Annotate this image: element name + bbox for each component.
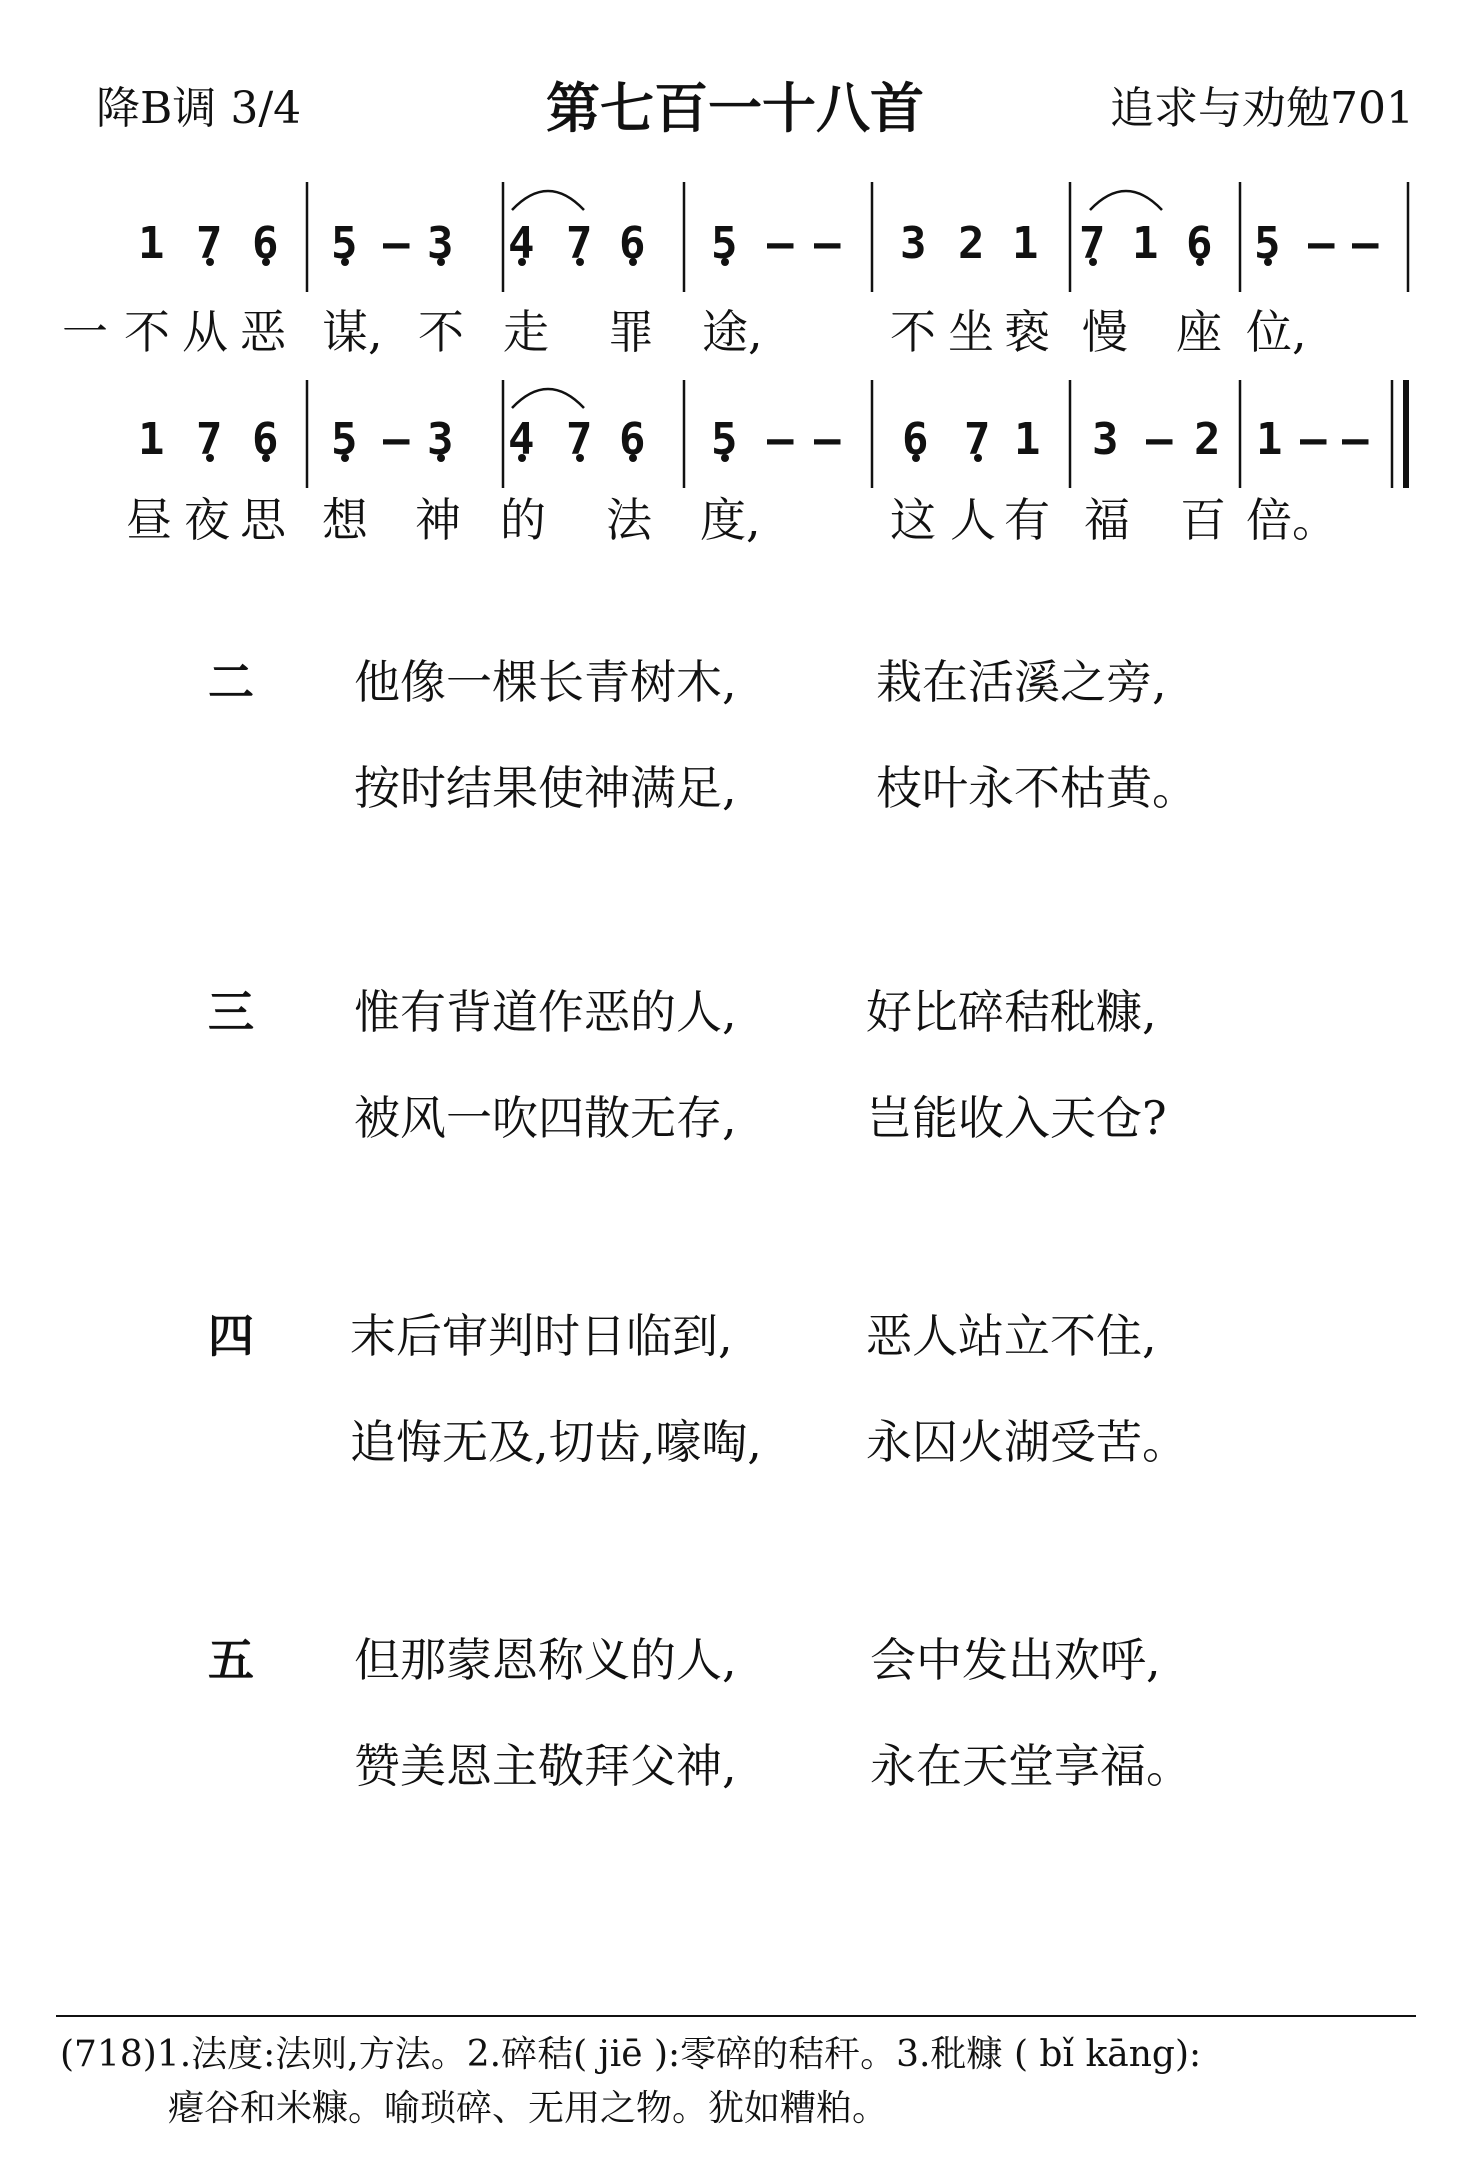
lyric: 亵 <box>1004 305 1050 359</box>
lyric: 度, <box>700 493 761 547</box>
verse-line: 追悔无及,切齿,嚎啕, <box>350 1415 762 1469</box>
lyric: 人 <box>950 493 996 547</box>
note: 1 <box>138 414 165 465</box>
lyric: 不 <box>890 305 936 359</box>
verse-line: 岂能收入天仓? <box>866 1091 1167 1145</box>
verse-line: 栽在活溪之旁, <box>876 655 1167 709</box>
note: 2 <box>1194 414 1221 465</box>
note: 4 <box>508 218 535 269</box>
note: – <box>383 218 410 269</box>
slur <box>512 389 584 408</box>
verse-number: 三 <box>208 985 254 1039</box>
lyric: 座 <box>1176 305 1222 359</box>
note: – <box>1300 414 1327 465</box>
lyric: 途, <box>702 305 763 359</box>
note: 7 <box>196 414 223 465</box>
verse-line: 惟有背道作恶的人, <box>354 985 737 1039</box>
note: 7 <box>566 414 593 465</box>
lyric: 位, <box>1246 305 1307 359</box>
lyric: 百 <box>1180 493 1226 547</box>
note: 3 <box>900 218 927 269</box>
note: 6 <box>902 414 929 465</box>
verse-line: 恶人站立不住, <box>866 1309 1157 1363</box>
note: 6 <box>619 218 646 269</box>
verse-line: 被风一吹四散无存, <box>354 1091 737 1145</box>
lyric: 这 <box>890 493 936 547</box>
note: – <box>1342 414 1369 465</box>
note: 1 <box>1012 218 1039 269</box>
lyric: 罪 <box>608 305 654 359</box>
note: 1 <box>138 218 165 269</box>
note: 3 <box>427 414 454 465</box>
verse-line: 会中发出欢呼, <box>870 1633 1161 1687</box>
note: 1 <box>1132 218 1159 269</box>
note: – <box>1352 218 1379 269</box>
lyric: 昼 <box>126 493 172 547</box>
note: 3 <box>1092 414 1119 465</box>
verse-line: 永在天堂享福。 <box>870 1739 1192 1793</box>
note: 5 <box>331 218 358 269</box>
note: – <box>767 414 794 465</box>
note: – <box>767 218 794 269</box>
note: 6 <box>619 414 646 465</box>
note: – <box>814 414 841 465</box>
note: 6 <box>252 218 279 269</box>
lyric: 走 <box>503 305 549 359</box>
lyric: 倍。 <box>1246 493 1338 547</box>
lyric: 法 <box>606 493 652 547</box>
verse-line: 末后审判时日临到, <box>350 1309 733 1363</box>
note: 2 <box>958 218 985 269</box>
note: 7 <box>566 218 593 269</box>
note: 1 <box>1014 414 1041 465</box>
hymn-title: 第七百一十八首 <box>546 76 924 140</box>
verse-line: 永囚火湖受苦。 <box>866 1415 1188 1469</box>
hymn-source: 追求与劝勉701 <box>1110 83 1414 134</box>
lyric: 坐 <box>948 305 994 359</box>
lyric: 一 <box>62 305 108 359</box>
note: – <box>383 414 410 465</box>
lyric: 谋, <box>322 305 383 359</box>
note: 5 <box>331 414 358 465</box>
note: 6 <box>252 414 279 465</box>
lyric: 恶 <box>240 305 286 359</box>
verse-line: 好比碎秸秕糠, <box>866 985 1157 1039</box>
lyric: 思 <box>240 493 286 547</box>
verse-number: 二 <box>208 655 254 709</box>
verse-number: 四 <box>208 1309 254 1363</box>
note: – <box>1146 414 1173 465</box>
lyric: 有 <box>1004 493 1050 547</box>
note: 5 <box>1254 218 1281 269</box>
lyric: 福 <box>1084 493 1130 547</box>
verse-line: 他像一棵长青树木, <box>354 655 737 709</box>
verse-line: 按时结果使神满足, <box>354 761 737 815</box>
verse-line: 枝叶永不枯黄。 <box>876 761 1198 815</box>
note: 5 <box>711 218 738 269</box>
note: 5 <box>711 414 738 465</box>
note: – <box>814 218 841 269</box>
footnote-line: 瘪谷和米糠。喻琐碎、无用之物。犹如糟粕。 <box>168 2088 889 2129</box>
note: 7 <box>1079 218 1106 269</box>
key-signature: 降B调 3/4 <box>96 83 302 134</box>
slur <box>1090 191 1162 210</box>
lyric: 慢 <box>1082 305 1128 359</box>
lyric: 夜 <box>184 493 230 547</box>
lyric: 的 <box>500 493 546 547</box>
note: – <box>1308 218 1335 269</box>
verse-line: 但那蒙恩称义的人, <box>354 1633 737 1687</box>
lyric: 想 <box>322 493 368 547</box>
note: 7 <box>964 414 991 465</box>
verse-number: 五 <box>208 1633 254 1687</box>
lyric: 神 <box>415 493 461 547</box>
note: 6 <box>1186 218 1213 269</box>
verse-line: 赞美恩主敬拜父神, <box>354 1739 737 1793</box>
note: 3 <box>427 218 454 269</box>
lyric: 从 <box>182 305 228 359</box>
lyric: 不 <box>124 305 170 359</box>
footnote-line: (718)1.法度:法则,方法。2.碎秸( jiē ):零碎的秸秆。3.秕糠 ( bǐ kāng): <box>60 2034 1202 2075</box>
note: 1 <box>1256 414 1283 465</box>
note: 7 <box>196 218 223 269</box>
note: 4 <box>508 414 535 465</box>
slur <box>512 191 584 210</box>
lyric: 不 <box>418 305 464 359</box>
